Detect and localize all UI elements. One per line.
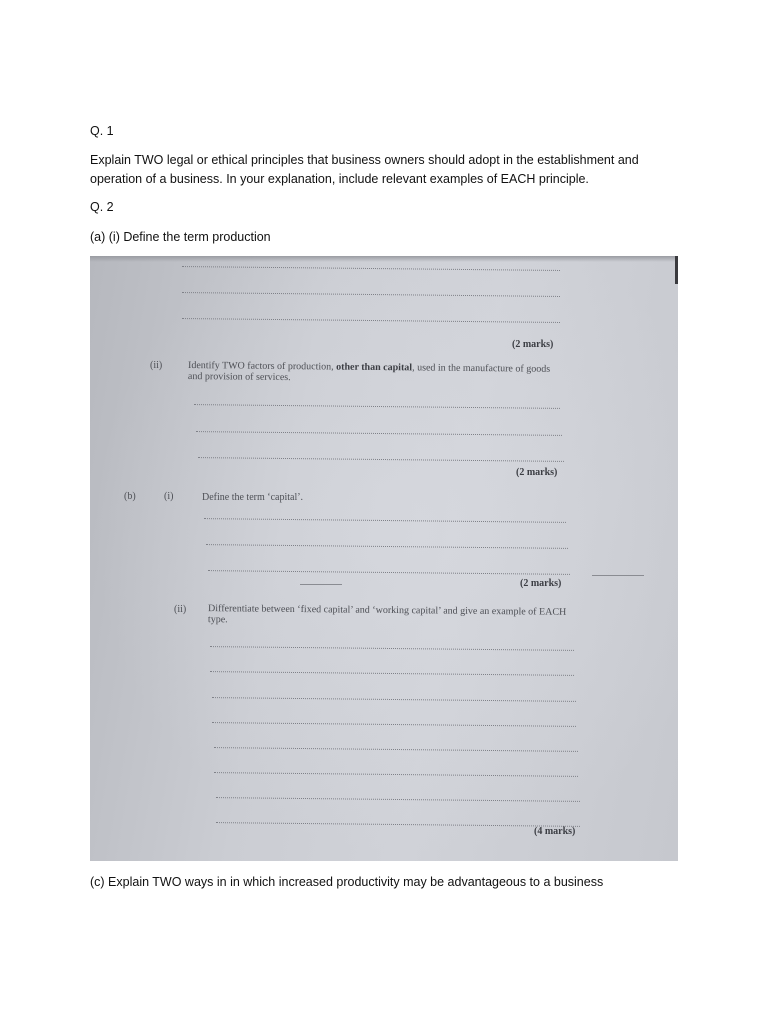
a-ii-number: (ii): [150, 360, 163, 371]
answer-line: [204, 518, 566, 523]
answer-line: [212, 697, 576, 702]
a-ii-text-start: Identify TWO factors of production,: [188, 360, 337, 373]
b-ii-number: (ii): [174, 604, 187, 615]
marks-b-i: (2 marks): [520, 578, 562, 589]
a-ii-text: [188, 360, 566, 386]
a-ii-text-end: , used in the manufacture of goods and provision of services.: [187, 362, 551, 384]
answer-line: [182, 318, 560, 323]
answer-line: [206, 544, 568, 549]
answer-line: [194, 404, 560, 409]
answer-line: [182, 266, 560, 271]
b-i-text: Define the term ‘capital’.: [202, 492, 304, 503]
answer-line: [216, 822, 580, 827]
answer-line: [210, 646, 574, 651]
stray-line: [300, 584, 342, 585]
b-ii-text: Differentiate between ‘fixed capital’ and ‘working capital’ and give an example of EACH type.: [207, 603, 567, 626]
answer-line: [210, 671, 574, 676]
q2c-text: (c) Explain TWO ways in in which increased productivity may be advantageous to a business: [90, 875, 604, 889]
q1-text: Explain TWO legal or ethical principles that business owners should adopt in the establishment and operation of a business. In your explanation, include relevant examples of EACH principle.: [90, 153, 639, 186]
answer-line: [196, 431, 562, 436]
answer-line: [198, 457, 564, 462]
marks-a-i: (2 marks): [512, 339, 554, 350]
answer-line: [212, 722, 576, 727]
answer-line: [208, 570, 570, 575]
marks-b-ii: (4 marks): [534, 826, 576, 837]
q1-label: Q. 1: [90, 124, 114, 138]
b-i-number: (i): [164, 491, 174, 502]
answer-line: [182, 292, 560, 297]
marks-a-ii: (2 marks): [516, 467, 558, 478]
photo-top-shadow: [90, 256, 678, 262]
answer-line: [214, 772, 578, 777]
b-label: (b): [124, 491, 136, 502]
a-ii-text-bold: other than capital: [336, 361, 413, 374]
photo-edge-mark: [675, 256, 678, 284]
q2-label: Q. 2: [90, 200, 114, 214]
answer-line: [216, 797, 580, 802]
exam-paper-photo: [90, 256, 678, 861]
answer-line: [214, 747, 578, 752]
stray-line: [592, 575, 644, 576]
q2a-text: (a) (i) Define the term production: [90, 230, 271, 244]
